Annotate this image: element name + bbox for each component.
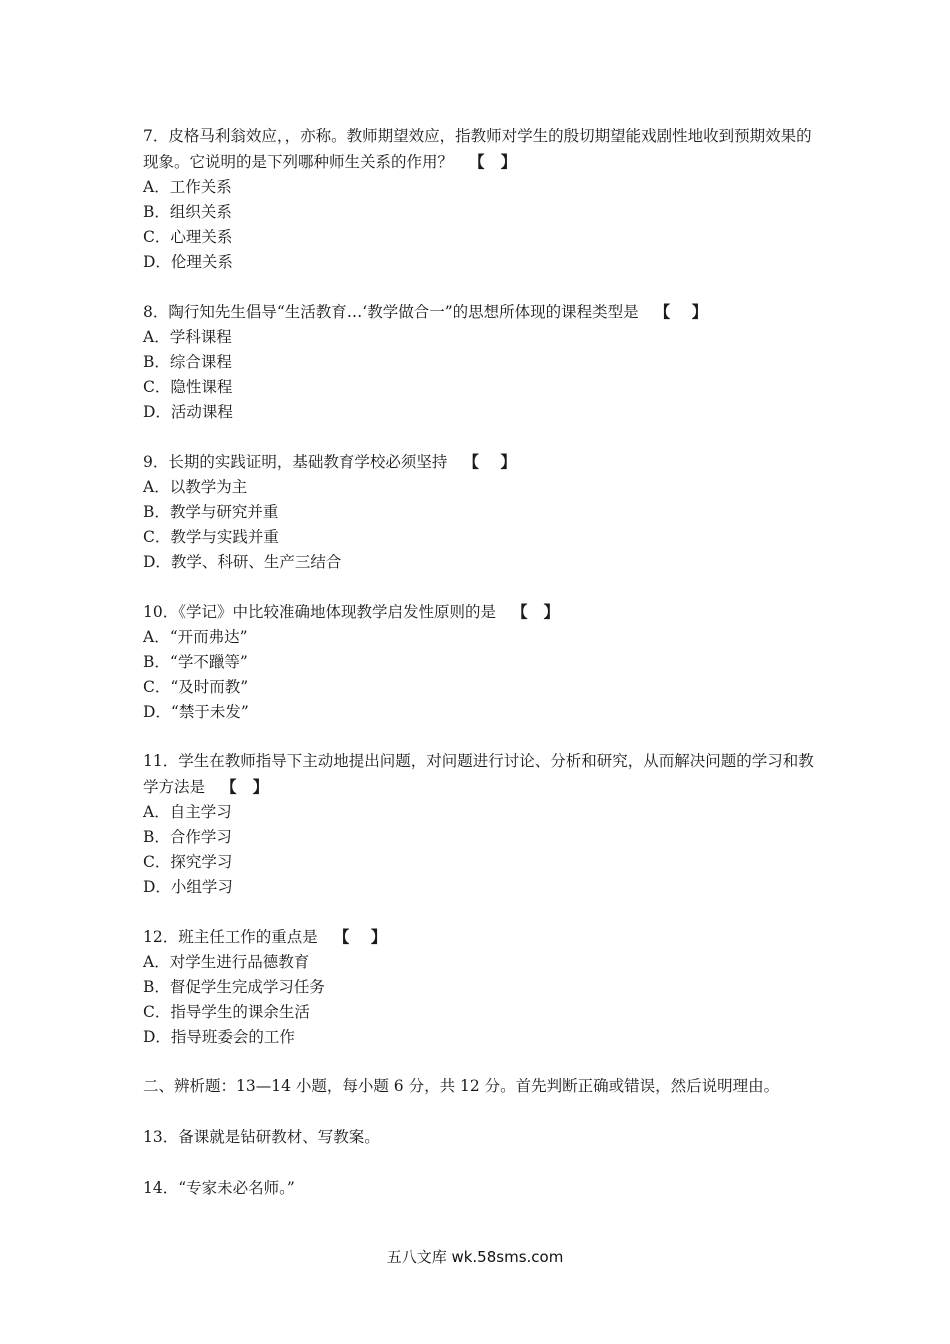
footer-watermark: 五八文库 wk.58sms.com [386,1248,564,1266]
option-a: A．以教学为主 [143,478,248,496]
option-c: C．心理关系 [143,228,233,246]
option-c: C．指导学生的课余生活 [143,1003,310,1021]
question-14: 14．“专家未必名师。” [143,1179,295,1197]
option-a: A．自主学习 [143,803,232,821]
option-b: B．“学不躐等” [143,653,248,671]
question-11 [143,749,823,900]
answer-blank: 【 】 [511,602,560,621]
question-12 [143,924,823,1050]
option-b: B．督促学生完成学习任务 [143,978,325,996]
option-d: D．“禁于未发” [143,703,249,721]
option-c: C．“及时而教” [143,678,249,696]
answer-blank: 【 】 [654,302,708,321]
answer-blank: 【 】 [221,777,269,796]
answer-blank: 【 】 [469,152,517,171]
option-d: D．伦理关系 [143,253,233,271]
option-c: C．教学与实践并重 [143,528,279,546]
section-heading: 二、辨析题：13—14 小题，每小题 6 分，共 12 分。首先判断正确或错误，然后说明理由。 [143,1077,780,1095]
question-stem: 7．皮格马利翁效应，，亦称。教师期望效应，指教师对学生的殷切期望能戏剧性地收到预期效果的现象。它说明的是下列哪种师生关系的作用？ [143,127,812,171]
question-stem: 10．《学记》中比较准确地体现教学启发性原则的是 [143,603,496,621]
option-b: B．合作学习 [143,828,232,846]
question-7 [143,124,823,275]
question-8 [143,299,823,425]
option-d: D．指导班委会的工作 [143,1028,295,1046]
question-stem: 12．班主任工作的重点是 [143,928,318,946]
question-stem: 9．长期的实践证明，基础教育学校必须坚持 [143,453,448,471]
option-b: B．组织关系 [143,203,232,221]
question-10 [143,599,823,725]
option-d: D．活动课程 [143,403,233,421]
option-a: A．“开而弗达” [143,628,248,646]
option-a: A．对学生进行品德教育 [143,953,310,971]
option-d: D．教学、科研、生产三结合 [143,553,342,571]
option-d: D．小组学习 [143,878,233,896]
option-b: B．教学与研究并重 [143,503,279,521]
answer-blank: 【 】 [333,927,387,946]
question-13: 13．备课就是钻研教材、写教案。 [143,1128,380,1146]
question-stem: 11．学生在教师指导下主动地提出问题，对问题进行讨论、分析和研究，从而解决问题的学习和教学方法是 [143,752,814,796]
option-c: C．探究学习 [143,853,233,871]
question-stem: 8．陶行知先生倡导“生活教育…‘教学做合一”的思想所体现的课程类型是 [143,303,639,321]
exam-content [143,124,823,1227]
question-9 [143,449,823,575]
answer-blank: 【 】 [463,452,516,471]
option-c: C．隐性课程 [143,378,233,396]
option-a: A．工作关系 [143,178,232,196]
option-a: A．学科课程 [143,328,232,346]
option-b: B．综合课程 [143,353,232,371]
